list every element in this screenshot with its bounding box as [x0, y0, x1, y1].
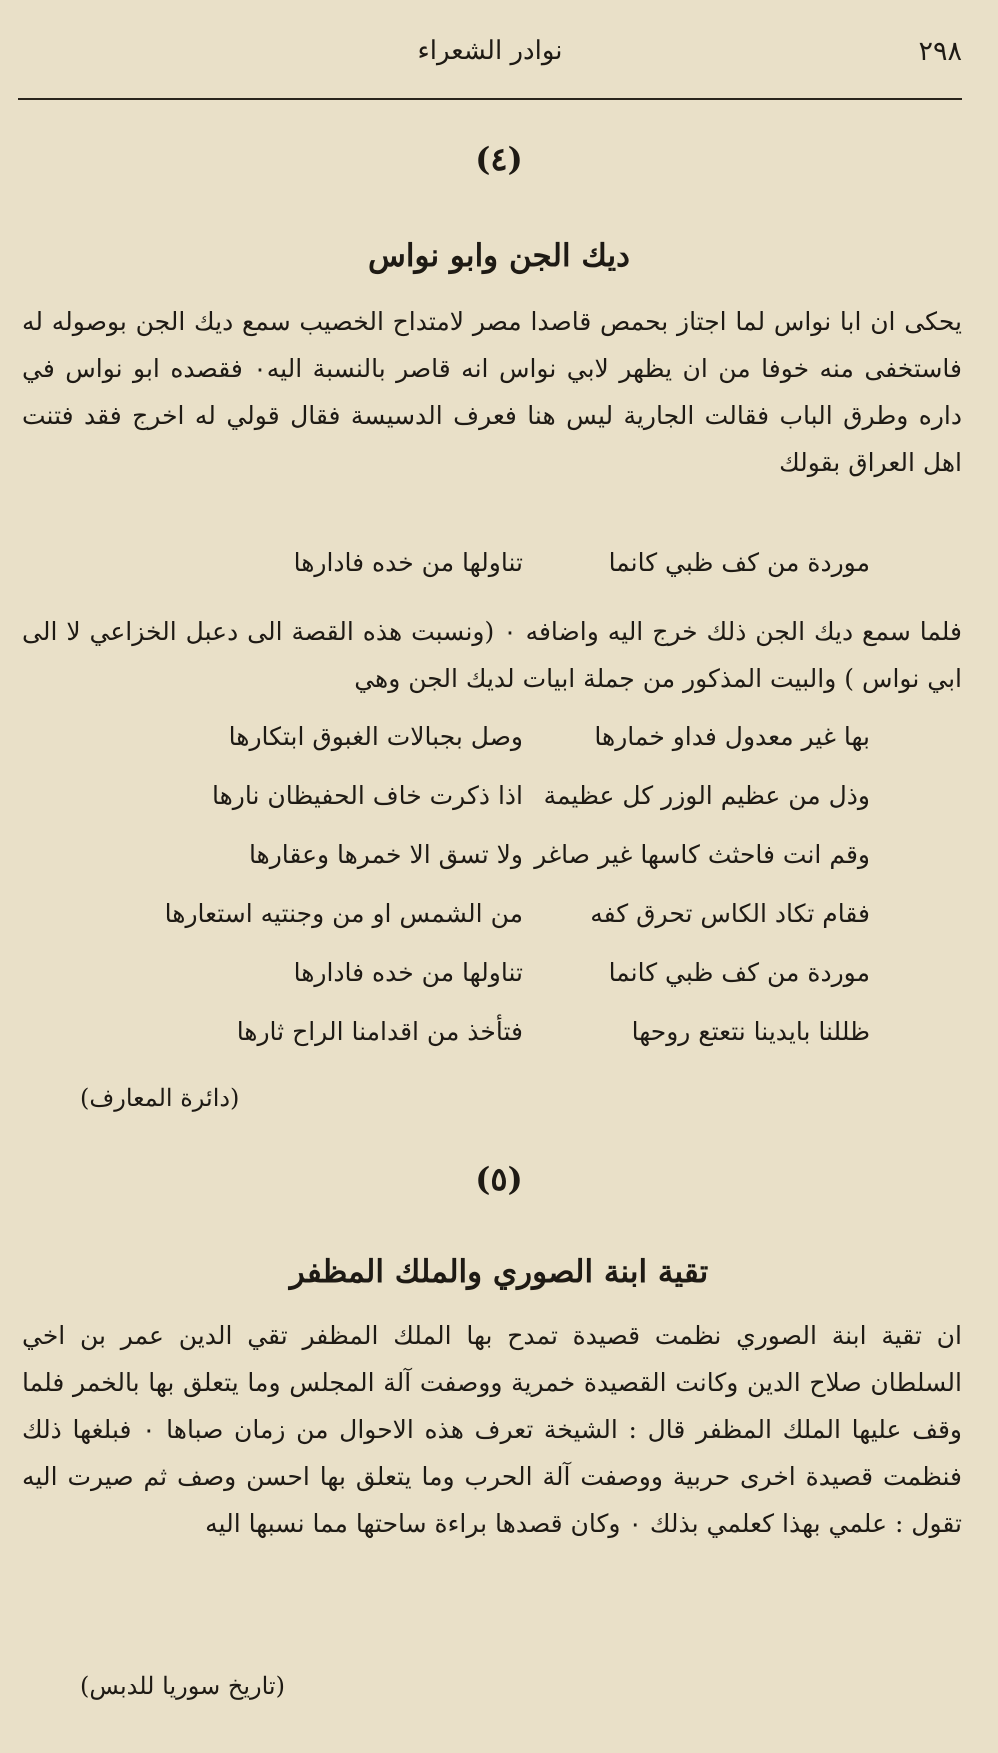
- hemistich-second: من الشمس او من وجنتيه استعارها: [164, 899, 523, 928]
- verse-line: [0, 722, 998, 781]
- header-rule: [18, 98, 962, 100]
- running-title: نوادر الشعراء: [417, 36, 563, 66]
- hemistich-second: تناولها من خده فادارها: [293, 958, 523, 987]
- section-5-number: (٥): [475, 1160, 523, 1198]
- section-5-title: تقية ابنة الصوري والملك المظفر: [289, 1254, 709, 1290]
- poem: [0, 722, 998, 1076]
- verse-line: [0, 840, 998, 899]
- verse-line: [0, 781, 998, 840]
- verse-line: [0, 1017, 998, 1076]
- section-4-intro: يحكى ان ابا نواس لما اجتاز بحمص قاصدا مصر لامتداح الخصيب سمع ديك الجن بوصوله له فاستخفى منه خوفا من ان يظهر لابي نواس انه قاصر بالنسبة اليه٠ فقصده ابو نواس في داره وطرق الباب فقالت الجارية ليس هنا فعرف الدسيسة فقال قولي له اخرج فقد فتنت اهل العراق بقولك: [22, 307, 962, 477]
- hemistich-second: تناولها من خده فادارها: [293, 548, 523, 577]
- hemistich-first: بها غير معدول فداو خمارها: [594, 722, 870, 751]
- hemistich-first: ظللنا بايدينا نتعتع روحها: [631, 1017, 870, 1046]
- page-number: ٢٩٨: [918, 36, 962, 67]
- quoted-verse: [0, 548, 998, 607]
- verse-line: [0, 958, 998, 1017]
- page-header: [18, 30, 962, 84]
- section-4-source: (دائرة المعارف): [80, 1084, 240, 1112]
- verse-line: [0, 899, 998, 958]
- section-4-number: (٤): [475, 140, 523, 178]
- hemistich-first: موردة من كف ظبي كانما: [608, 548, 870, 577]
- hemistich-second: فتأخذ من اقدامنا الراح ثارها: [236, 1017, 523, 1046]
- hemistich-second: وصل بجبالات الغبوق ابتكارها: [228, 722, 523, 751]
- hemistich-first: وذل من عظيم الوزر كل عظيمة: [543, 781, 870, 810]
- section-4-continuation: فلما سمع ديك الجن ذلك خرج اليه واضافه ٠ (ونسبت هذه القصة الى دعبل الخزاعي لا الى ابي نواس ) والبيت المذكور من جملة ابيات لديك الجن وهي: [22, 617, 963, 693]
- hemistich-first: فقام تكاد الكاس تحرق كفه: [590, 899, 870, 928]
- hemistich-first: وقم انت فاحثث كاسها غير صاغر: [534, 840, 870, 869]
- hemistich-first: موردة من كف ظبي كانما: [608, 958, 870, 987]
- section-5-source: (تاريخ سوريا للدبس): [80, 1672, 285, 1700]
- hemistich-second: ولا تسق الا خمرها وعقارها: [248, 840, 523, 869]
- section-5-text: ان تقية ابنة الصوري نظمت قصيدة تمدح بها الملك المظفر تقي الدين عمر بن اخي السلطان صلاح الدين وكانت القصيدة خمرية ووصفت آلة المجلس وما يتعلق بها بالخمر فلما وقف عليها الملك المظفر قال : الشيخة تعرف هذه الاحوال من زمان صباها ٠ فبلغها ذلك فنظمت قصيدة اخرى حربية ووصفت آلة الحرب وما يتعلق بها احسن وصف ثم صيرت اليه تقول : علمي بهذا كعلمي بذلك ٠ وكان قصدها براءة ساحتها مما نسبها اليه: [22, 1321, 963, 1538]
- hemistich-second: اذا ذكرت خاف الحفيظان نارها: [212, 781, 523, 810]
- section-4-title: ديك الجن وابو نواس: [368, 238, 630, 274]
- verse-line: [0, 548, 998, 607]
